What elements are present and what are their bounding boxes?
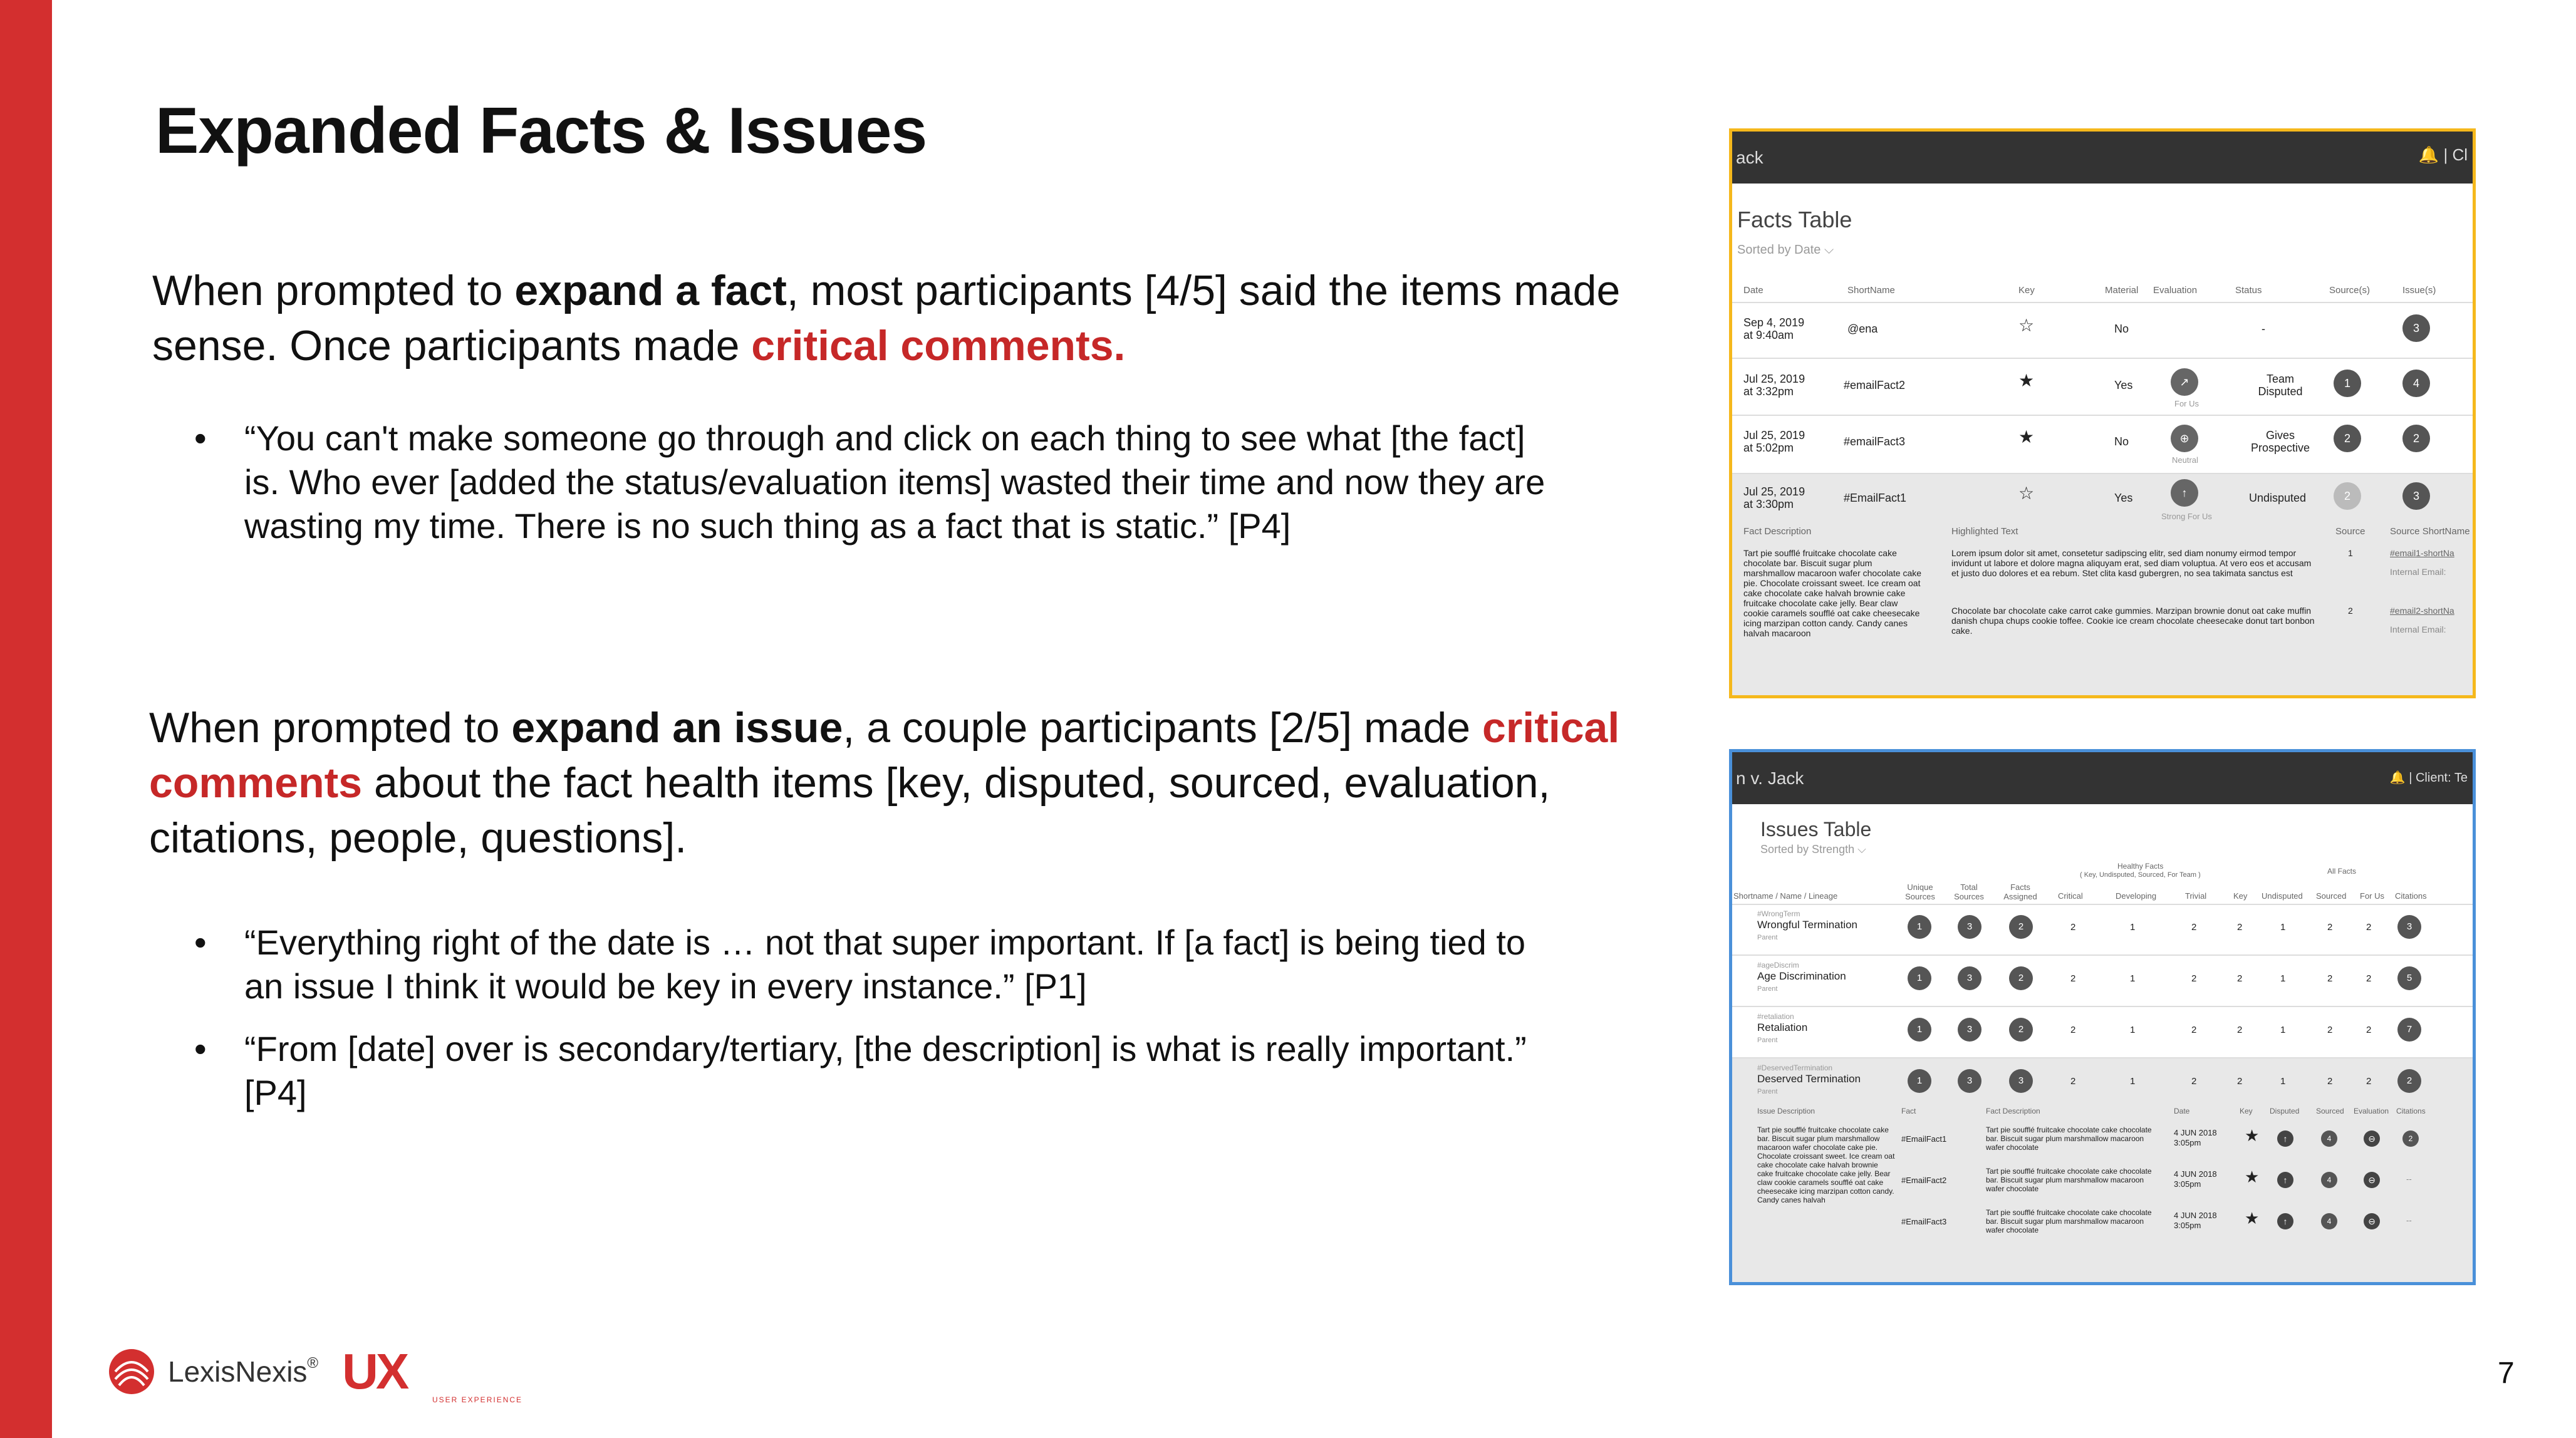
bullet: •: [194, 1029, 207, 1068]
developing-count: 1: [2130, 973, 2136, 984]
evaluation-neutral-icon[interactable]: ⊖: [2364, 1213, 2380, 1229]
highlighted-text: Chocolate bar chocolate cake carrot cake gummies. Marzipan brownie donut oat cake muffin danish chupa chups cookie toffee. Cookie ice cream chocolate cheesecake donut tart bonbon cake.: [1951, 606, 2315, 636]
issue-description: Tart pie soufflé fruitcake chocolate cake bar. Biscuit sugar plum marshmallow macaroon wafer chocolate cake pie. Chocolate croissant sweet. Ice cream oat cake chocolate cake halvah brownie cake fruitcake chocolate cake jelly. Bear claw cookie caramels soufflé oat cake cheesecake icing marzipan cotton candy. Candy canes halvah: [1757, 1125, 1895, 1204]
topbar-title: ack: [1736, 148, 1763, 167]
fact-description: Tart pie soufflé fruitcake chocolate cake chocolate bar. Biscuit sugar plum marshmallow macaroon wafer chocolate: [1986, 1125, 2152, 1152]
source-link[interactable]: #email2-shortNa: [2390, 606, 2454, 616]
sort-dropdown[interactable]: Sorted by Date ⌵: [1737, 243, 1834, 257]
issue-lineage: Parent: [1757, 934, 1778, 941]
source-number: 1: [2348, 548, 2353, 558]
eval-label: Neutral: [2172, 455, 2198, 465]
for-us-count: 2: [2366, 973, 2372, 984]
p2-critical: critical comments: [149, 704, 1620, 807]
sources-count-badge[interactable]: 2: [2334, 425, 2361, 452]
row-date: Jul 25, 2019: [1743, 373, 1805, 385]
quote-p4-static: [194, 416, 1547, 548]
developing-count: 1: [2130, 1025, 2136, 1035]
developing-count: 1: [2130, 1076, 2136, 1087]
issue-name: Age Discrimination: [1757, 970, 1846, 982]
bell-icon[interactable]: 🔔: [2389, 771, 2406, 785]
source-link[interactable]: #email1-shortNa: [2390, 548, 2454, 558]
col-undisputed[interactable]: Undisputed: [2262, 891, 2303, 901]
topbar-client: | Cl: [2443, 145, 2468, 164]
sort-dropdown[interactable]: Sorted by Strength ⌵: [1760, 843, 1866, 856]
eval-up-icon[interactable]: ↑: [2171, 479, 2198, 507]
citations-badge[interactable]: 2: [2397, 1069, 2421, 1093]
total-sources-badge[interactable]: 3: [1958, 1018, 1981, 1042]
star-icon[interactable]: ★: [2245, 1209, 2260, 1228]
healthy-facts-label: Healthy Facts: [2117, 862, 2164, 871]
detail-col-fact-description: Fact Description: [1986, 1107, 2040, 1115]
footer-logo: [106, 1340, 523, 1404]
topbar-title: n v. Jack: [1736, 768, 1804, 788]
facts-assigned-badge[interactable]: 2: [2009, 966, 2033, 990]
issue-name: Retaliation: [1757, 1022, 1808, 1033]
detail-col-description: Fact Description: [1743, 526, 1812, 537]
critical-count: 2: [2070, 1076, 2076, 1087]
star-outline-icon[interactable]: ☆: [2018, 484, 2035, 503]
bullet: •: [194, 418, 207, 458]
issues-count-badge[interactable]: 2: [2402, 425, 2430, 452]
detail-col-source-shortname: Source ShortName: [2390, 526, 2470, 537]
sources-count-badge[interactable]: 1: [2334, 370, 2361, 397]
bullet: •: [194, 923, 207, 962]
fact-description: Tart pie soufflé fruitcake chocolate cake chocolate bar. Biscuit sugar plum marshmallow macaroon wafer chocolate: [1986, 1208, 2152, 1234]
for-us-count: 2: [2366, 1076, 2372, 1087]
source-number: 2: [2348, 606, 2353, 616]
col-key[interactable]: Key: [2018, 285, 2035, 296]
star-icon[interactable]: ★: [2245, 1167, 2260, 1186]
row-material: Yes: [2114, 379, 2133, 391]
detail-col-highlighted: Highlighted Text: [1951, 526, 2018, 537]
row-time: at 9:40am: [1743, 329, 1794, 341]
detail-col-citations: Citations: [2396, 1107, 2426, 1115]
col-facts-assigned[interactable]: Facts Assigned: [2003, 882, 2037, 901]
issues-count-badge[interactable]: 4: [2402, 370, 2430, 397]
quote-text: “You can't make someone go through and click on each thing to see what [the fact] is. Who ever [added the status/evaluation items] wasted their time and now they are wasting my time. There is no such thing as a fact that is static.” [P4]: [244, 418, 1545, 546]
unique-sources-badge[interactable]: 1: [1908, 1018, 1931, 1042]
col-material[interactable]: Material: [2105, 285, 2139, 296]
detail-col-evaluation: Evaluation: [2354, 1107, 2389, 1115]
detail-col-disputed: Disputed: [2270, 1107, 2300, 1115]
sourced-count: 2: [2327, 922, 2333, 933]
col-key[interactable]: Key: [2233, 891, 2248, 901]
detail-col-date: Date: [2174, 1107, 2190, 1115]
issues-count-badge[interactable]: 3: [2402, 314, 2430, 342]
fact-description: Tart pie soufflé fruitcake chocolate cake chocolate bar. Biscuit sugar plum marshmallow macaroon wafer chocolate: [1986, 1167, 2152, 1193]
left-accent-bar: [0, 0, 52, 1438]
star-icon[interactable]: ☆: [2018, 316, 2035, 335]
row-shortname: #EmailFact1: [1844, 492, 1907, 504]
fact-name: #EmailFact1: [1901, 1134, 1947, 1144]
row-time: at 3:30pm: [1743, 498, 1794, 510]
sourced-icon[interactable]: 4: [2321, 1213, 2337, 1229]
for-us-count: 2: [2366, 1025, 2372, 1035]
table-title: Facts Table: [1737, 207, 1852, 232]
issue-lineage: Parent: [1757, 985, 1778, 993]
col-evaluation[interactable]: Evaluation: [2153, 285, 2198, 296]
trivial-count: 2: [2191, 1025, 2197, 1035]
facts-assigned-badge[interactable]: 3: [2009, 1069, 2033, 1093]
col-unique-sources[interactable]: Unique Sources: [1905, 882, 1935, 901]
fact-date: 4 JUN 2018: [2174, 1169, 2217, 1179]
fact-name: #EmailFact3: [1901, 1217, 1947, 1226]
for-us-count: 2: [2366, 922, 2372, 933]
col-shortname[interactable]: Shortname / Name / Lineage: [1733, 891, 1838, 901]
row-date: Sep 4, 2019: [1743, 316, 1805, 329]
fact-time: 3:05pm: [2174, 1179, 2201, 1189]
col-issues[interactable]: Issue(s): [2402, 285, 2436, 296]
issues-table-screenshot: [1729, 749, 2476, 1285]
quote-p4-secondary: [194, 1027, 1547, 1115]
trivial-count: 2: [2191, 1076, 2197, 1087]
topbar-right: 🔔 | Client: Te: [2389, 771, 2468, 785]
total-sources-badge[interactable]: 3: [1958, 966, 1981, 990]
sourced-count: 2: [2327, 1025, 2333, 1035]
critical-count: 2: [2070, 973, 2076, 984]
evaluation-neutral-icon[interactable]: ⊖: [2364, 1130, 2380, 1147]
issue-tag: #WrongTerm: [1757, 909, 1800, 918]
row-shortname: @ena: [1847, 323, 1878, 335]
detail-col-sourced: Sourced: [2316, 1107, 2344, 1115]
evaluation-neutral-icon[interactable]: ⊖: [2364, 1172, 2380, 1188]
eval-arrow-icon[interactable]: ↗: [2171, 368, 2198, 396]
star-icon[interactable]: ★: [2018, 427, 2035, 447]
p2-text: When prompted to: [149, 704, 512, 752]
row-status: Gives Prospective: [2250, 429, 2310, 454]
lexisnexis-logo-icon: [106, 1347, 157, 1397]
col-trivial[interactable]: Trivial: [2185, 891, 2207, 901]
key-count: 2: [2237, 973, 2243, 984]
fact-date: 4 JUN 2018: [2174, 1211, 2217, 1220]
row-date: Jul 25, 2019: [1743, 485, 1805, 498]
issue-name: Deserved Termination: [1757, 1073, 1861, 1085]
key-count: 2: [2237, 1025, 2243, 1035]
topbar-client: Client: Te: [2415, 771, 2468, 785]
detail-col-key: Key: [2240, 1107, 2253, 1115]
fact-time: 3:05pm: [2174, 1221, 2201, 1230]
fact-description: Tart pie soufflé fruitcake chocolate cake chocolate bar. Biscuit sugar plum marshmallow macaroon wafer chocolate cake pie. Chocolate croissant sweet. Ice cream oat cake chocolate cake halvah brownie cake fruitcake chocolate cake jelly. Bear claw cookie caramels soufflé oat cake cheesecake icing marzipan cotton candy. Candy canes halvah macaroon: [1743, 548, 1922, 638]
col-sources[interactable]: Source(s): [2329, 285, 2371, 296]
star-icon[interactable]: ★: [2018, 371, 2035, 390]
p1-text-mid: , most participants [4/5] said the items made sense. Once participants made: [152, 267, 1621, 370]
critical-count: 2: [2070, 1025, 2076, 1035]
issue-name: Wrongful Termination: [1757, 919, 1858, 931]
issue-tag: #retaliation: [1757, 1012, 1794, 1021]
citations-empty: --: [2406, 1174, 2412, 1184]
developing-count: 1: [2130, 922, 2136, 933]
sourced-count: 2: [2327, 1076, 2333, 1087]
total-sources-badge[interactable]: 3: [1958, 1069, 1981, 1093]
issue-tag: #ageDiscrim: [1757, 961, 1799, 970]
slide-title: Expanded Facts & Issues: [155, 95, 927, 167]
row-status: -: [2262, 323, 2265, 335]
key-count: 2: [2237, 922, 2243, 933]
p1-text: When prompted to: [152, 267, 515, 314]
row-material: No: [2114, 323, 2129, 335]
p2-bold: expand an issue: [511, 704, 843, 752]
disputed-up-icon[interactable]: ↑: [2277, 1213, 2293, 1229]
citations-badge[interactable]: 7: [2397, 1018, 2421, 1042]
ux-logo: UX: [342, 1343, 407, 1399]
row-material: No: [2114, 435, 2129, 448]
detail-col-source: Source: [2335, 526, 2366, 537]
row-time: at 3:32pm: [1743, 385, 1794, 398]
col-shortname[interactable]: ShortName: [1847, 285, 1895, 296]
col-citations[interactable]: Citations: [2395, 891, 2427, 901]
ux-logo-sub: USER EXPERIENCE: [432, 1395, 523, 1404]
eval-label: Strong For Us: [2161, 512, 2212, 521]
sources-count-badge[interactable]: 2: [2334, 482, 2361, 510]
bell-icon[interactable]: 🔔: [2418, 145, 2439, 164]
trivial-count: 2: [2191, 973, 2197, 984]
issue-lineage: Parent: [1757, 1088, 1778, 1095]
undisputed-count: 1: [2280, 973, 2286, 984]
trivial-count: 2: [2191, 922, 2197, 933]
col-total-sources[interactable]: Total Sources: [1954, 882, 1984, 901]
disputed-up-icon[interactable]: ↑: [2277, 1172, 2293, 1188]
eval-label: For Us: [2174, 399, 2199, 408]
unique-sources-badge[interactable]: 1: [1908, 966, 1931, 990]
issues-count-badge[interactable]: 3: [2402, 482, 2430, 510]
critical-count: 2: [2070, 922, 2076, 933]
quote-text: “From [date] over is secondary/tertiary, [the description] is what is really important.” [P4]: [244, 1029, 1527, 1112]
col-developing[interactable]: Developing: [2116, 891, 2157, 901]
detail-col-fact: Fact: [1901, 1107, 1916, 1115]
quote-p1: [194, 921, 1547, 1008]
page-number: 7: [2498, 1357, 2515, 1390]
unique-sources-badge[interactable]: 1: [1908, 915, 1931, 939]
brand-reg: ®: [307, 1355, 319, 1372]
issue-lineage: Parent: [1757, 1037, 1778, 1044]
sourced-count: 2: [2327, 973, 2333, 984]
eval-neutral-icon[interactable]: ⊕: [2171, 425, 2198, 452]
quote-text: “Everything right of the date is … not that super important. If [a fact] is being tied to an issue I think it would be key in every instance.” [P1]: [244, 923, 1526, 1006]
all-facts-label: All Facts: [2327, 867, 2357, 876]
citations-empty: --: [2406, 1216, 2412, 1225]
facts-table-screenshot: [1729, 128, 2476, 698]
citations-badge[interactable]: 3: [2397, 915, 2421, 939]
table-title: Issues Table: [1760, 818, 1872, 841]
issue-tag: #DeservedTermination: [1757, 1063, 1833, 1072]
brand-name: LexisNexis: [168, 1355, 308, 1388]
p2-text-post: about the fact health items [key, disputed, sourced, evaluation, citations, people, questions].: [149, 759, 1550, 862]
p1-critical: critical comments.: [751, 322, 1126, 370]
fact-date: 4 JUN 2018: [2174, 1128, 2217, 1137]
source-type: Internal Email:: [2390, 567, 2446, 577]
app-topbar: [1732, 132, 2473, 184]
unique-sources-badge[interactable]: 1: [1908, 1069, 1931, 1093]
col-date[interactable]: Date: [1743, 285, 1763, 296]
p2-text-mid: , a couple participants [2/5] made: [843, 704, 1483, 752]
sourced-icon[interactable]: 4: [2321, 1130, 2337, 1147]
citations-badge[interactable]: 2: [2402, 1130, 2419, 1147]
detail-col-issue-description: Issue Description: [1757, 1107, 1815, 1115]
row-status: Undisputed: [2249, 492, 2307, 504]
row-date: Jul 25, 2019: [1743, 429, 1805, 442]
key-count: 2: [2237, 1076, 2243, 1087]
topbar-right: [2419, 145, 2468, 165]
undisputed-count: 1: [2280, 922, 2286, 933]
disputed-up-icon[interactable]: ↑: [2277, 1130, 2293, 1147]
issue-summary-paragraph: [149, 700, 1640, 866]
highlighted-text: Lorem ipsum dolor sit amet, consetetur sadipscing elitr, sed diam nonumy eirmod tempor invidunt ut labore et dolore magna aliquyam erat, sed diam voluptua. At vero eos et accusam et justo duo dolores et ea rebum. Stet clita kasd gubergren, no sea takimata sanctus est: [1951, 548, 2312, 578]
col-sourced[interactable]: Sourced: [2316, 891, 2347, 901]
row-shortname: #emailFact3: [1844, 435, 1906, 448]
app-topbar: [1732, 752, 2473, 804]
col-critical[interactable]: Critical: [2058, 891, 2083, 901]
row-shortname: #emailFact2: [1844, 379, 1906, 391]
healthy-facts-sub: ( Key, Undisputed, Sourced, For Team ): [2080, 871, 2201, 879]
row-material: Yes: [2114, 492, 2133, 504]
undisputed-count: 1: [2280, 1076, 2286, 1087]
fact-time: 3:05pm: [2174, 1138, 2201, 1147]
citations-badge[interactable]: 5: [2397, 966, 2421, 990]
total-sources-badge[interactable]: 3: [1958, 915, 1981, 939]
facts-assigned-badge[interactable]: 2: [2009, 1018, 2033, 1042]
row-status: Team Disputed: [2258, 373, 2303, 398]
col-for-us[interactable]: For Us: [2360, 891, 2384, 901]
row-time: at 5:02pm: [1743, 442, 1794, 454]
sourced-icon[interactable]: 4: [2321, 1172, 2337, 1188]
fact-summary-paragraph: [152, 263, 1643, 373]
undisputed-count: 1: [2280, 1025, 2286, 1035]
col-status[interactable]: Status: [2235, 285, 2262, 296]
source-type: Internal Email:: [2390, 624, 2446, 634]
p1-bold: expand a fact: [514, 267, 787, 314]
facts-assigned-badge[interactable]: 2: [2009, 915, 2033, 939]
star-icon[interactable]: ★: [2245, 1126, 2260, 1145]
fact-name: #EmailFact2: [1901, 1176, 1947, 1185]
